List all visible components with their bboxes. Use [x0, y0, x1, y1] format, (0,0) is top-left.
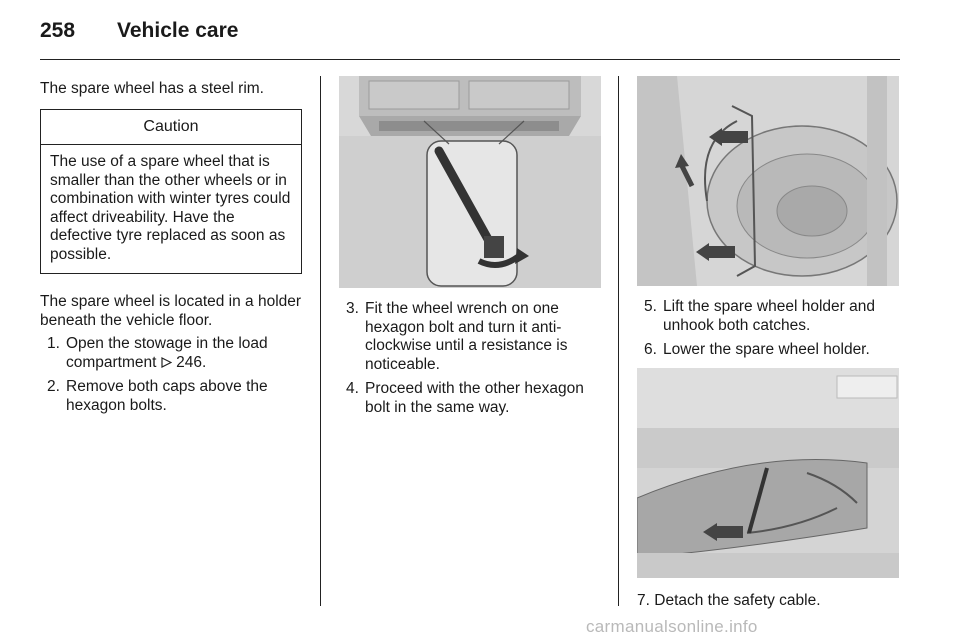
spare-wheel-holder-illustration	[637, 76, 899, 286]
list-item	[637, 298, 899, 335]
steps-list	[637, 298, 899, 360]
step-text: Fit the wheel wrench on one hexagon bolt and turn it anti-clockwise until a resistance is noticeable.	[365, 300, 568, 373]
page-ref[interactable]: 246.	[176, 353, 207, 371]
step-number: 2.	[47, 378, 60, 395]
step-number: 3.	[346, 300, 359, 317]
column-2	[339, 76, 601, 423]
step-text: Remove both caps above the hexagon bolts.	[66, 378, 268, 414]
lowered-holder-illustration	[637, 368, 899, 578]
steps-list	[40, 335, 302, 415]
column-1	[40, 78, 302, 421]
step-text: Lift the spare wheel holder and unhook both catches.	[663, 298, 875, 334]
step-number: 7.	[637, 591, 650, 609]
header-divider	[40, 59, 900, 60]
page-title: Vehicle care	[117, 19, 239, 42]
watermark: carmanualsonline.info	[586, 617, 758, 636]
page-number: 258	[40, 19, 76, 42]
step-number: 5.	[644, 298, 657, 315]
caution-text: The use of a spare wheel that is smaller than the other wheels or in combination with winter tyres could affect driveability. Have the defective tyre replaced as soon as possible.	[50, 153, 291, 263]
intro-text: The spare wheel has a steel rim.	[40, 80, 264, 97]
caution-heading: Caution	[41, 110, 301, 146]
list-item	[339, 300, 601, 374]
location-paragraph: The spare wheel is located in a holder beneath the vehicle floor.	[40, 293, 302, 329]
step-number: 4.	[346, 380, 359, 397]
step-number: 6.	[644, 341, 657, 358]
list-item	[637, 341, 899, 360]
wheel-wrench-illustration	[339, 76, 601, 288]
list-item	[40, 335, 302, 372]
list-item	[637, 592, 899, 611]
step-text: Open the stowage in the load compartment	[66, 335, 268, 371]
page-ref-icon	[161, 355, 172, 370]
list-item	[40, 378, 302, 415]
step-text: Lower the spare wheel holder.	[663, 341, 870, 358]
step-text: Detach the safety cable.	[654, 591, 821, 609]
steps-list	[339, 300, 601, 417]
column-divider	[320, 76, 321, 606]
caution-box	[40, 109, 302, 275]
step-text: Proceed with the other hexagon bolt in the same way.	[365, 380, 584, 416]
column-3	[637, 76, 899, 610]
step-number: 1.	[47, 335, 60, 352]
list-item	[339, 380, 601, 417]
column-divider	[618, 76, 619, 606]
